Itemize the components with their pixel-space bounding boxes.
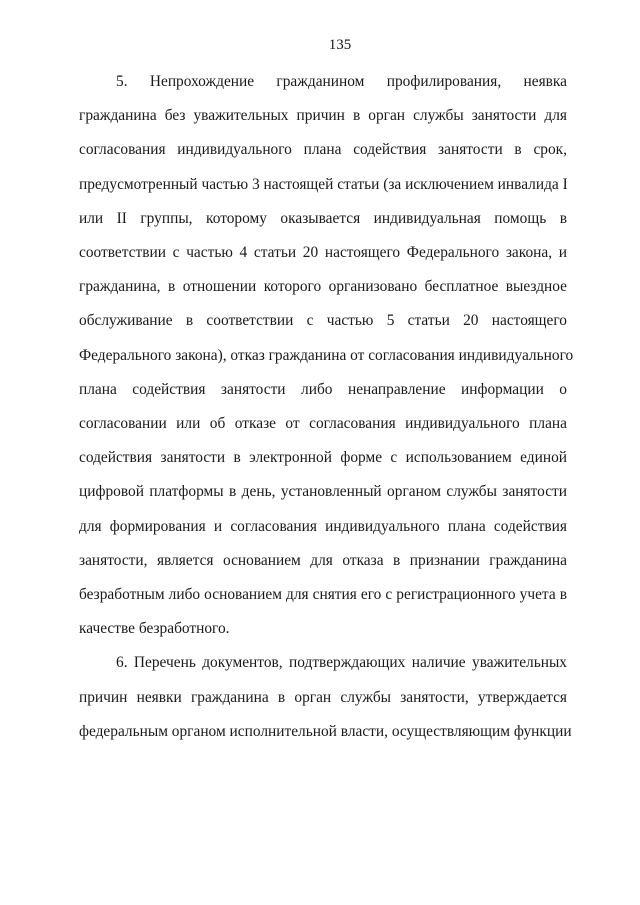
text-line: гражданина без уважительных причин в орган службы занятости для	[79, 107, 567, 125]
text-line: согласовании или об отказе от согласования индивидуального плана	[79, 415, 567, 433]
text-line: цифровой платформы в день, установленный органом службы занятости	[79, 483, 567, 501]
document-body	[79, 65, 574, 749]
text-line: Федерального закона), отказ гражданина от согласования индивидуального	[79, 346, 574, 364]
text-line: гражданина, в отношении которого организовано бесплатное выездное	[79, 278, 567, 296]
paragraph-6	[79, 646, 572, 749]
text-line: соответствии с частью 4 статьи 20 настоящего Федерального закона, и	[79, 244, 567, 262]
text-line: или II группы, которому оказывается индивидуальная помощь в	[79, 209, 567, 227]
text-line: обслуживание в соответствии с частью 5 статьи 20 настоящего	[79, 312, 567, 330]
paragraph-5	[79, 65, 574, 646]
text-line: плана содействия занятости либо ненаправление информации о	[79, 380, 567, 398]
text-line: 5. Непрохождение гражданином профилирования, неявка	[116, 73, 567, 90]
text-line: 6. Перечень документов, подтверждающих наличие уважительных	[116, 654, 567, 672]
text-line: федеральным органом исполнительной власти, осуществляющим функции	[79, 722, 572, 740]
text-line: содействия занятости в электронной форме с использованием единой	[79, 449, 567, 467]
text-line: занятости, является основанием для отказа в признании гражданина	[79, 551, 567, 569]
text-line: согласования индивидуального плана содействия занятости в срок,	[79, 141, 567, 159]
page-number: 135	[328, 37, 352, 53]
text-line: качестве безработного.	[79, 620, 230, 638]
text-line: предусмотренный частью 3 настоящей статьи (за исключением инвалида I	[79, 175, 568, 193]
text-line: для формирования и согласования индивидуального плана содействия	[79, 517, 567, 535]
text-line: безработным либо основанием для снятия его с регистрационного учета в	[79, 586, 567, 604]
text-line: причин неявки гражданина в орган службы занятости, утверждается	[79, 688, 567, 706]
